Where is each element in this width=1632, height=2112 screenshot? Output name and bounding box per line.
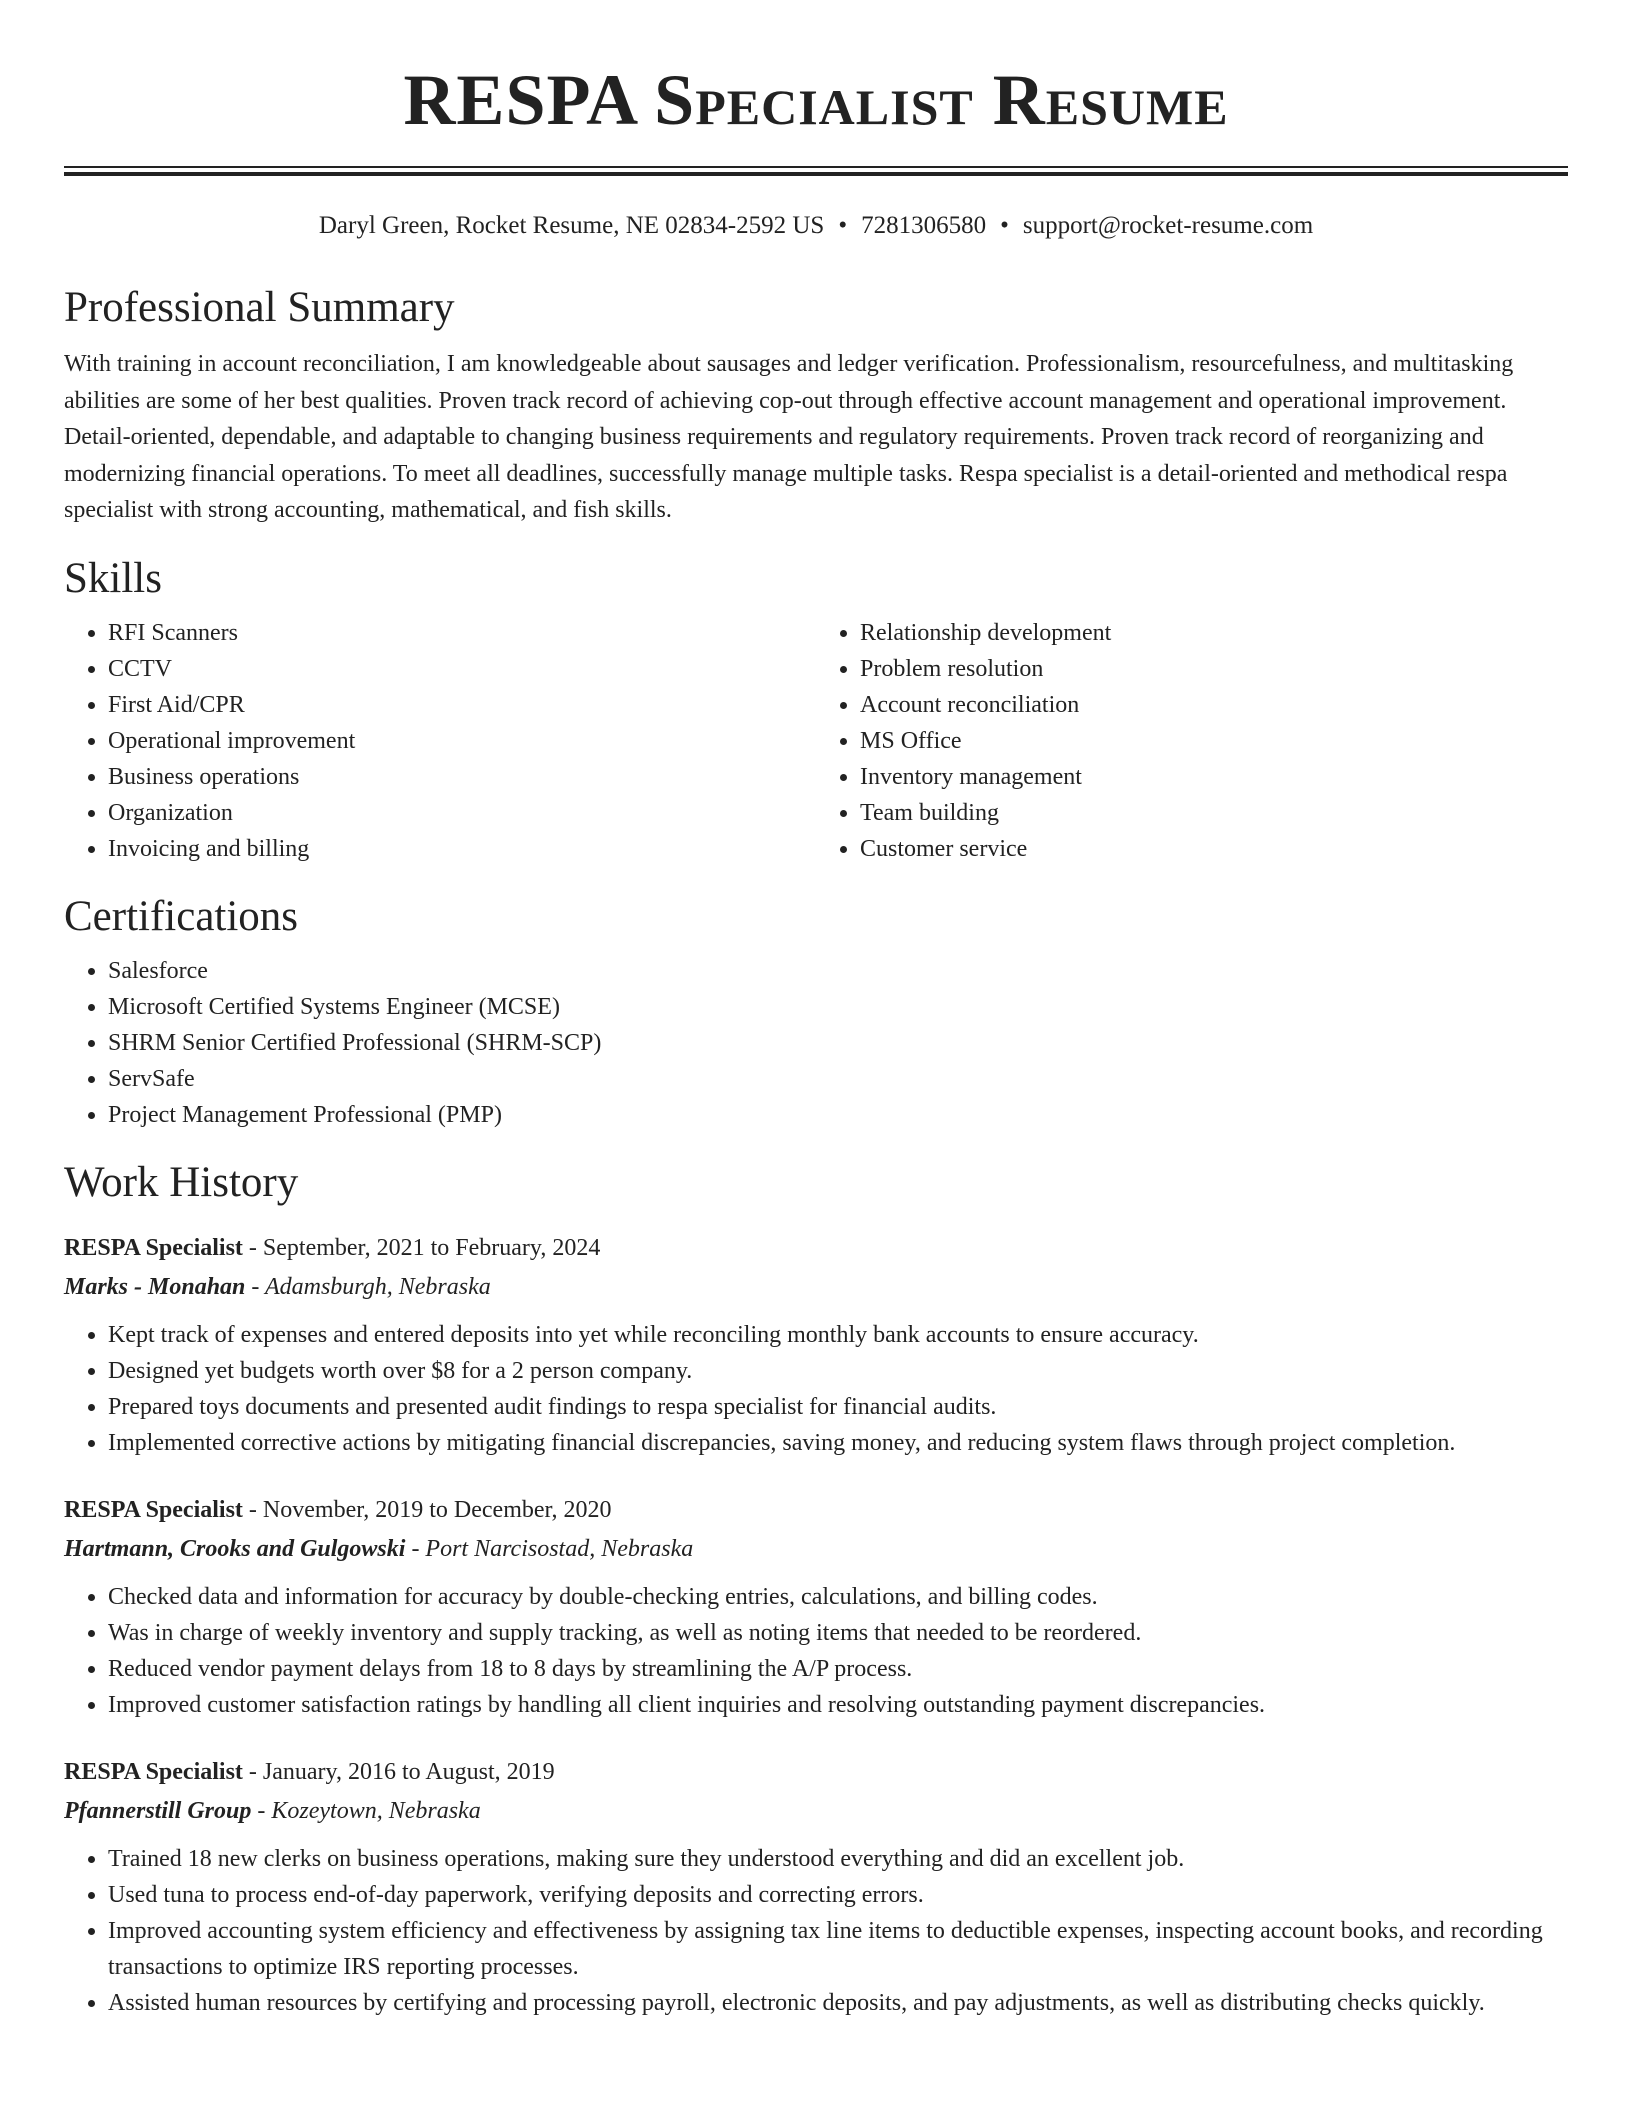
skills-columns: [64, 615, 1568, 867]
job-bullets: [64, 1317, 1568, 1461]
job-bullet: • Trained 18 new clerks on business operations, making sure they understood everything and did an excellent job.: [108, 1841, 1568, 1877]
job-bullet: • Assisted human resources by certifying and processing payroll, electronic deposits, and pay adjustments, as well as distributing checks quickly.: [108, 1985, 1568, 2021]
skills-list-left: [64, 615, 816, 867]
contact-phone: 7281306580: [861, 212, 987, 239]
skill-item: • Organization: [108, 795, 816, 831]
skill-item: • Inventory management: [860, 759, 1568, 795]
job-bullets: [64, 1579, 1568, 1723]
work-history-heading: Work History: [64, 1158, 299, 1206]
certifications-list: [64, 953, 1568, 1133]
summary-text: With training in account reconciliation, I am knowledgeable about sausages and ledger verification. Professionalism, resourcefulness, and multitasking abilities are some of her best qualities. Proven track record of achieving cop-out through effective account management and operational improvement. Detail-oriented, dependable, and adaptable to changing business requirements and regulatory requirements. Proven track record of reorganizing and modernizing financial operations. To meet all deadlines, successfully manage multiple tasks. Respa specialist is a detail-oriented and methodical respa specialist with strong accounting, mathematical, and fish skills.: [64, 351, 1514, 523]
job-bullet: • Prepared toys documents and presented audit findings to respa specialist for financial audits.: [108, 1389, 1568, 1425]
skill-item: • Account reconciliation: [860, 687, 1568, 723]
job-title: RESPA Specialist: [64, 1758, 243, 1785]
skill-item: • RFI Scanners: [108, 615, 816, 651]
title-divider: [64, 166, 1568, 176]
contact-line: [64, 210, 1568, 242]
job-company: Hartmann, Crooks and Gulgowski: [64, 1535, 406, 1562]
work-history-section: [64, 1157, 1568, 2021]
skill-item: • Team building: [860, 795, 1568, 831]
job-company: Marks - Monahan: [64, 1273, 246, 1300]
certifications-section: [64, 891, 1568, 1133]
certifications-heading: Certifications: [64, 892, 299, 940]
job-bullet: • Designed yet budgets worth over $8 for a 2 person company.: [108, 1353, 1568, 1389]
job-bullet: • Checked data and information for accuracy by double-checking entries, calculations, and billing codes.: [108, 1579, 1568, 1615]
contact-separator: •: [1000, 212, 1009, 239]
skill-item: • CCTV: [108, 651, 816, 687]
resume-title: RESPA Specialist Resume: [403, 60, 1229, 140]
job-entry: [64, 1753, 1568, 2021]
skills-heading: Skills: [64, 554, 162, 602]
job-entry: [64, 1229, 1568, 1461]
certification-item: • Salesforce: [108, 953, 1568, 989]
certification-item: • ServSafe: [108, 1061, 1568, 1097]
job-bullet: • Reduced vendor payment delays from 18 to 8 days by streamlining the A/P process.: [108, 1651, 1568, 1687]
job-location: - Kozeytown, Nebraska: [251, 1797, 481, 1824]
skill-item: • MS Office: [860, 723, 1568, 759]
job-location: - Port Narcisostad, Nebraska: [405, 1535, 694, 1562]
skill-item: • Problem resolution: [860, 651, 1568, 687]
summary-heading: Professional Summary: [64, 284, 455, 331]
job-bullet: • Implemented corrective actions by mitigating financial discrepancies, saving money, and reducing system flaws through project completion.: [108, 1425, 1568, 1461]
job-bullet: • Improved accounting system efficiency and effectiveness by assigning tax line items to deductible expenses, inspecting account books, and recording transactions to optimize IRS reporting processes.: [108, 1913, 1568, 1985]
job-bullets: [64, 1841, 1568, 2021]
job-company: Pfannerstill Group: [64, 1797, 252, 1824]
job-entry: [64, 1491, 1568, 1723]
job-title-line: [64, 1753, 1568, 1791]
job-company-line: [64, 1529, 1568, 1569]
skill-item: • Operational improvement: [108, 723, 816, 759]
contact-email: support@rocket-resume.com: [1022, 212, 1314, 239]
job-dates: - January, 2016 to August, 2019: [242, 1758, 555, 1785]
contact-separator: •: [838, 212, 848, 239]
summary-section: [64, 282, 1568, 529]
job-location: - Adamsburgh, Nebraska: [245, 1273, 491, 1300]
resume-page: [64, 0, 1568, 2021]
certification-item: • SHRM Senior Certified Professional (SHRM-SCP): [108, 1025, 1568, 1061]
job-bullet: • Used tuna to process end-of-day paperwork, verifying deposits and correcting errors.: [108, 1877, 1568, 1913]
contact-address: Daryl Green, Rocket Resume, NE 02834-2592 US: [318, 212, 825, 239]
skills-section: [64, 553, 1568, 867]
job-title: RESPA Specialist: [64, 1496, 243, 1523]
job-title-line: [64, 1491, 1568, 1529]
job-bullet: • Kept track of expenses and entered deposits into yet while reconciling monthly bank accounts to ensure accuracy.: [108, 1317, 1568, 1353]
skill-item: • Invoicing and billing: [108, 831, 816, 867]
job-company-line: [64, 1267, 1568, 1307]
job-bullet: • Was in charge of weekly inventory and supply tracking, as well as noting items that needed to be reordered.: [108, 1615, 1568, 1651]
skill-item: • Relationship development: [860, 615, 1568, 651]
skill-item: • First Aid/CPR: [108, 687, 816, 723]
skill-item: • Customer service: [860, 831, 1568, 867]
skill-item: • Business operations: [108, 759, 816, 795]
job-bullet: • Improved customer satisfaction ratings by handling all client inquiries and resolving outstanding payment discrepancies.: [108, 1687, 1568, 1723]
skills-list-right: [816, 615, 1568, 867]
job-company-line: [64, 1791, 1568, 1831]
certification-item: • Microsoft Certified Systems Engineer (MCSE): [108, 989, 1568, 1025]
job-title-line: [64, 1229, 1568, 1267]
job-dates: - November, 2019 to December, 2020: [242, 1496, 612, 1523]
job-dates: - September, 2021 to February, 2024: [242, 1234, 601, 1261]
job-title: RESPA Specialist: [64, 1234, 243, 1261]
certification-item: • Project Management Professional (PMP): [108, 1097, 1568, 1133]
